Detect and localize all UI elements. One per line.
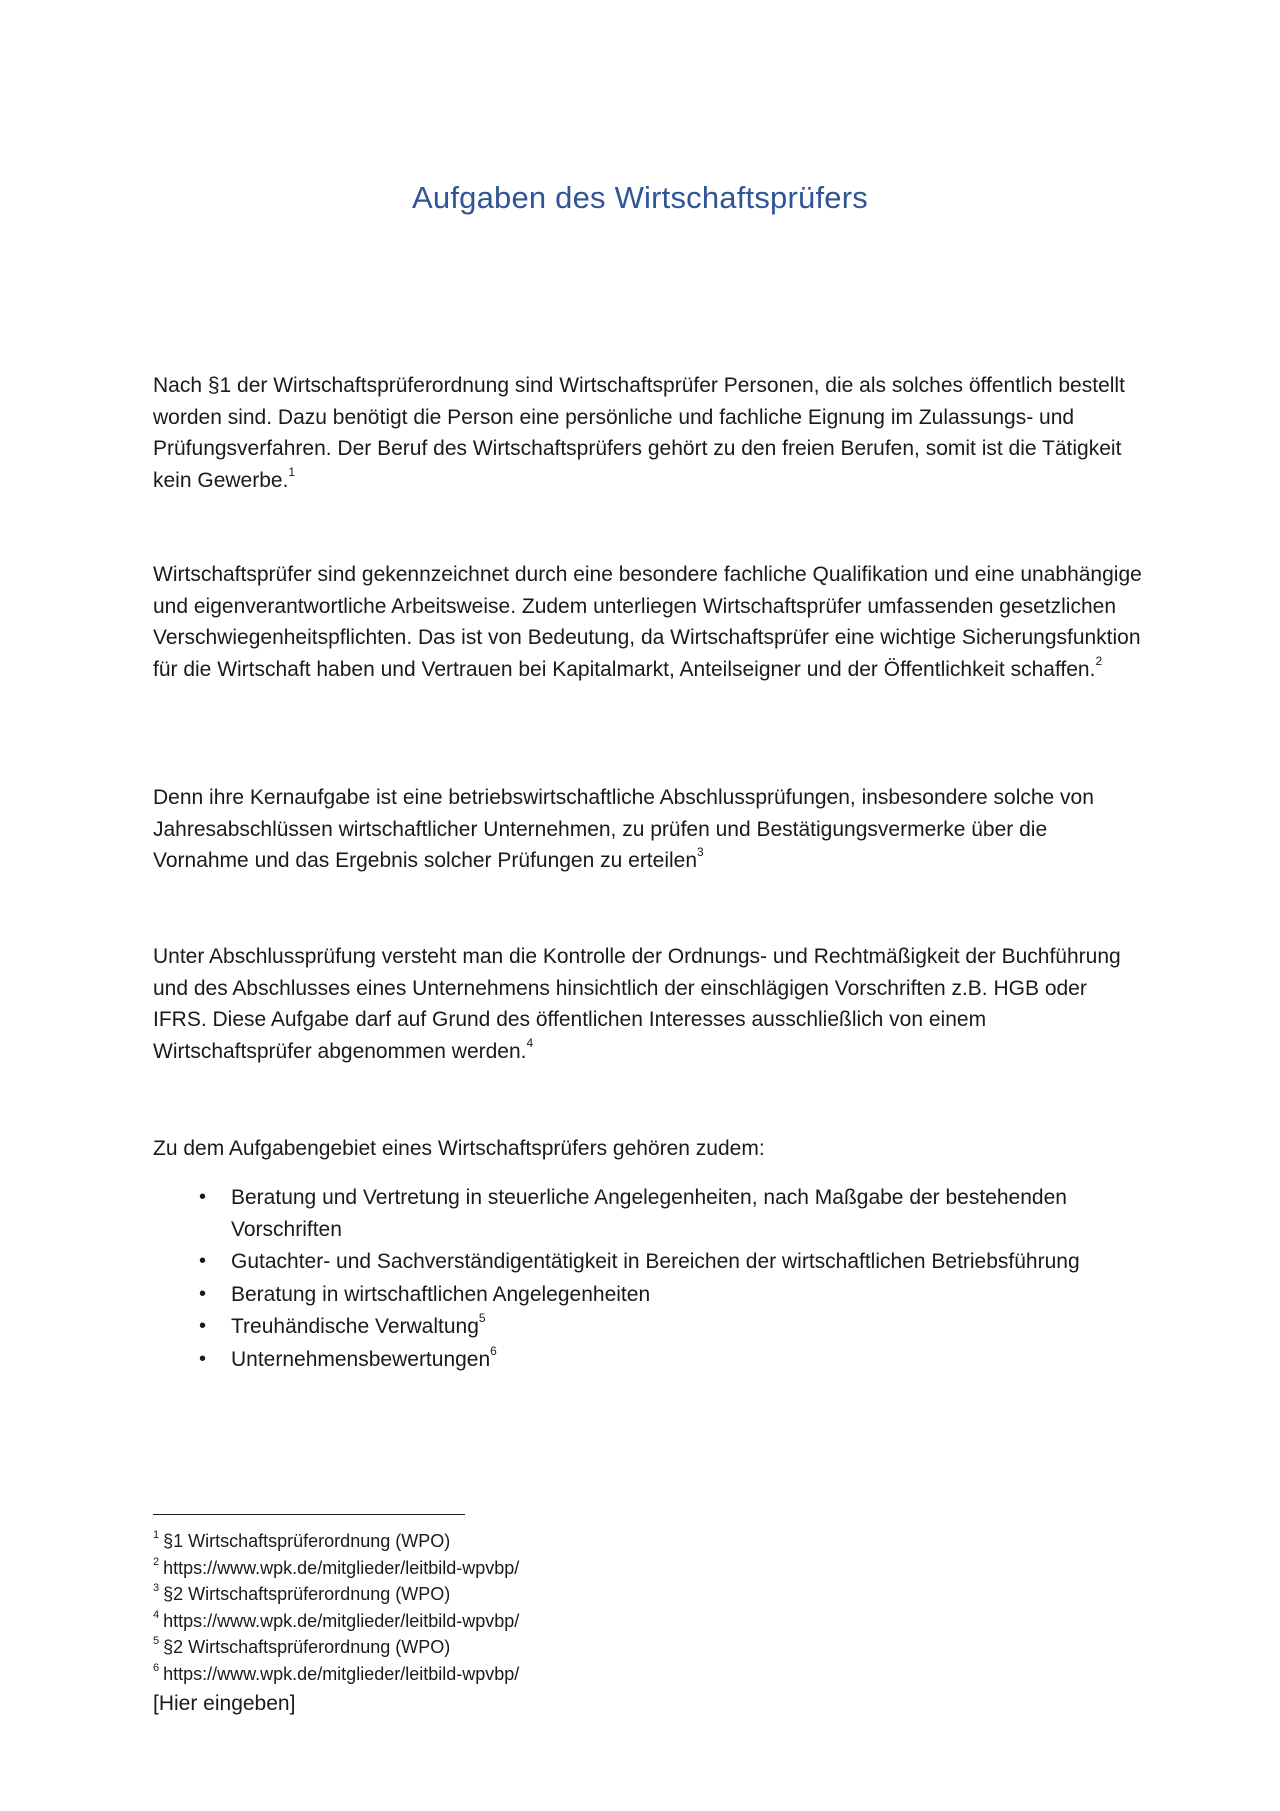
paragraph-3-text: Denn ihre Kernaufgabe ist eine betriebswirtschaftliche Abschlussprüfungen, insbesondere solche von Jahresabschlüssen wirtschaftlicher Unternehmen, zu prüfen und Bestätigungsvermerke über die Vornahme und das Ergebnis solcher Prüfungen zu erteilen [153, 786, 1094, 872]
paragraph-1 [153, 370, 1143, 496]
footnote-number: 6 [153, 1661, 160, 1674]
paragraph-1-text: Nach §1 der Wirtschaftsprüferordnung sind Wirtschaftsprüfer Personen, die als solches öffentlich bestellt worden sind. Dazu benötigt die Person eine persönliche und fachliche Eignung im Zulassungs- und Prüfungsverfahren. Der Beruf des Wirtschaftsprüfers gehört zu den freien Berufen, somit ist die Tätigkeit kein Gewerbe. [153, 374, 1125, 492]
footnote-number: 4 [153, 1608, 160, 1621]
bullet-icon: • [199, 1347, 207, 1370]
footnote-ref-6[interactable]: 6 [490, 1343, 497, 1358]
footnote-number: 5 [153, 1635, 160, 1647]
footnote-item [153, 1555, 519, 1582]
list-item [153, 1311, 1143, 1343]
footnote-ref-3[interactable]: 3 [697, 845, 704, 859]
document-title: Aufgaben des Wirtschaftsprüfers [412, 180, 868, 215]
list-item-text: Unternehmensbewertungen [231, 1347, 491, 1371]
list-item-text: Gutachter- und Sachverständigentätigkeit in Bereichen der wirtschaftlichen Betriebsführung [231, 1250, 1080, 1273]
footnote-ref-5[interactable]: 5 [478, 1311, 486, 1325]
paragraph-4-text: Unter Abschlussprüfung versteht man die Kontrolle der Ordnungs- und Rechtmäßigkeit der Buchführung und des Abschlusses eines Unternehmens hinsichtlich der einschlägigen Vorschriften z.B. HGB oder IFRS. Diese Aufgabe darf auf Grund des öffentlichen Interesses ausschließlich von einem Wirtschaftsprüfer abgenommen werden. [153, 945, 1121, 1063]
footer-placeholder[interactable]: [Hier eingeben] [153, 1692, 296, 1715]
footnote-link[interactable]: https://www.wpk.de/mitglieder/leitbild-wpvbp/ [163, 1663, 520, 1684]
list-item [153, 1344, 1143, 1376]
footnote-ref-2[interactable]: 2 [1095, 653, 1103, 668]
list-item-text: Beratung und Vertretung in steuerliche Angelegenheiten, nach Maßgabe der bestehenden Vorschriften [231, 1186, 1067, 1241]
list-item-text: Treuhändische Verwaltung [231, 1315, 479, 1338]
paragraph-3 [153, 782, 1143, 877]
bullet-icon: • [199, 1250, 207, 1272]
bullet-icon: • [199, 1186, 207, 1208]
list-item-text: Beratung in wirtschaftlichen Angelegenheiten [231, 1282, 651, 1306]
footnote-ref-4[interactable]: 4 [526, 1035, 534, 1050]
footnote-text: §1 Wirtschaftsprüferordnung (WPO) [163, 1531, 451, 1551]
footnote-separator [153, 1514, 465, 1515]
list-item [153, 1182, 1143, 1245]
paragraph-5-text: Zu dem Aufgabengebiet eines Wirtschaftsprüfers gehören zudem: [153, 1137, 765, 1160]
footnote-number: 3 [153, 1582, 160, 1594]
footnote-ref-1[interactable]: 1 [288, 464, 296, 479]
footnote-item [153, 1581, 519, 1608]
footnote-list [153, 1528, 519, 1687]
footnote-link[interactable]: https://www.wpk.de/mitglieder/leitbild-wpvbp/ [163, 1610, 520, 1631]
paragraph-2-text: Wirtschaftsprüfer sind gekennzeichnet durch eine besondere fachliche Qualifikation und eine unabhängige und eigenverantwortliche Arbeitsweise. Zudem unterliegen Wirtschaftsprüfer umfassenden gesetzlichen Verschwiegenheitspflichten. Das ist von Bedeutung, da Wirtschaftsprüfer eine wichtige Sicherungsfunktion für die Wirtschaft haben und Vertrauen bei Kapitalmarkt, Anteilseigner und der Öffentlichkeit schaffen. [153, 563, 1142, 681]
footnote-item [153, 1661, 519, 1688]
task-bullet-list [153, 1182, 1143, 1376]
footnote-text: §2 Wirtschaftsprüferordnung (WPO) [163, 1584, 451, 1604]
footnote-item [153, 1528, 519, 1555]
bullet-icon: • [199, 1282, 207, 1305]
bullet-icon: • [199, 1315, 207, 1337]
paragraph-5 [153, 1133, 1143, 1165]
footnote-number: 2 [153, 1555, 160, 1568]
footnote-link[interactable]: https://www.wpk.de/mitglieder/leitbild-wpvbp/ [163, 1557, 520, 1578]
footnote-number: 1 [153, 1529, 160, 1541]
footnote-text: §2 Wirtschaftsprüferordnung (WPO) [163, 1637, 451, 1657]
list-item [153, 1246, 1143, 1278]
paragraph-4 [153, 941, 1143, 1067]
paragraph-2 [153, 559, 1143, 685]
footnote-item [153, 1634, 519, 1661]
footnote-item [153, 1608, 519, 1635]
list-item [153, 1279, 1143, 1311]
